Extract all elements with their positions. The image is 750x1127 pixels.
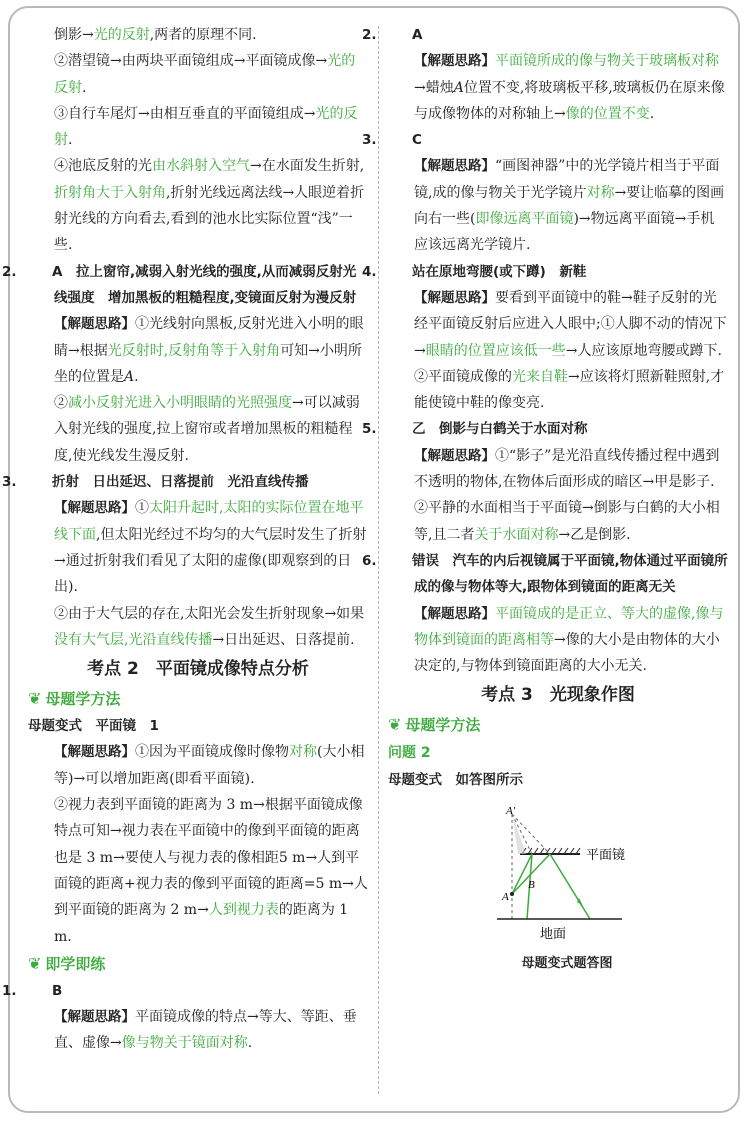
leaf-icon: ❦ xyxy=(28,689,42,709)
label-a: A xyxy=(502,890,509,903)
question-2-solution-1: 【解题思路】①光线射向黑板,反射光进入小明的眼睛→根据光反射时,反射角等于入射角可知→小明所坐的位置是A. xyxy=(54,316,364,385)
label-b: B xyxy=(528,878,535,891)
left-column xyxy=(2,22,368,1057)
question-3-solution-2: ②由于大气层的存在,太阳光会发生折射现象→如果没有大气层,光沿直线传播→日出延迟、日落提前. xyxy=(54,605,365,648)
method-heading-2: ❦ 母题学方法 xyxy=(388,711,728,739)
mirror-diagram-svg xyxy=(482,804,652,944)
question-3-answer: 3. 折射 日出延迟、日落提前 光沿直线传播 xyxy=(2,474,309,491)
question-2-solution-2: ②减小反射光进入小明眼睛的光照强度→可以减弱入射光线的强度,拉上窗帘或者增加黑板的粗糙程度,使光线发生漫反射. xyxy=(54,395,360,464)
variant-answer-2: 母题变式 如答图所示 xyxy=(388,772,523,789)
practice-2-answer: 2. A xyxy=(362,27,423,43)
label-ground: 地面 xyxy=(540,926,567,942)
leaf-icon: ❦ xyxy=(28,953,42,973)
column-divider xyxy=(378,26,379,1094)
method-heading: ❦ 母题学方法 xyxy=(28,685,368,713)
variant-answer: 母题变式 平面镜 1 xyxy=(28,718,159,735)
practice-heading: ❦ 即学即练 xyxy=(28,950,368,978)
left-line-4: ④池底反射的光由水斜射入空气→在水面发生折射,折射角大于入射角,折射光线远离法线→人眼逆着折射光线的方向看去,看到的池水比实际位置“浅”一些. xyxy=(54,158,365,254)
section-3-title: 考点 3 光现象作图 xyxy=(481,685,635,706)
variant-solution-2: ②视力表到平面镜的距离为 3 m→根据平面镜成像特点可知→视力表在平面镜中的像到平面镜的距离也是 3 m→要使人与视力表的像相距5 m→人到平面镜的距离+视力表的像到平面镜的距离=5 m→人到平面镜的距离为 2 m→人到视力表的距离为 1 m. xyxy=(54,797,368,945)
practice-1-solution: 【解题思路】平面镜成像的特点→等大、等距、垂直、虚像→像与物关于镜面对称. xyxy=(54,1009,357,1052)
question-2-answer: 2. A 拉上窗帘,减弱入射光线的强度,从而减弱反射光线强度 增加黑板的粗糙程度,变镜面反射为漫反射 xyxy=(2,263,357,306)
practice-5-solution-1: 【解题思路】①“影子”是光沿直线传播过程中遇到不透明的物体,在物体后面形成的暗区→甲是影子. xyxy=(414,447,720,491)
figure-caption: 母题变式题答图 xyxy=(521,956,613,972)
practice-5-solution-2: ②平静的水面相当于平面镜→倒影与白鹤的大小相等,且二者关于水面对称→乙是倒影. xyxy=(414,500,720,543)
mirror-diagram xyxy=(482,804,652,972)
practice-5-answer: 5. 乙 倒影与白鹤关于水面对称 xyxy=(362,421,588,438)
practice-3-solution: 【解题思路】“画图神器”中的光学镜片相当于平面镜,成的像与物关于光学镜片对称→要让临摹的图画向右一些(即像远离平面镜)→物远离平面镜→手机应该远离光学镜片. xyxy=(414,158,725,254)
label-a-prime: A′ xyxy=(506,804,516,817)
left-line-3: ③自行车尾灯→由相互垂直的平面镜组成→光的反射. xyxy=(54,105,358,149)
practice-4-solution-2: ②平面镜成像的光来自鞋→应该将灯照新鞋照射,才能使镜中鞋的像变亮. xyxy=(414,368,725,412)
right-column xyxy=(362,22,728,972)
practice-4-answer: 4. 站在原地弯腰(或下蹲) 新鞋 xyxy=(362,263,587,280)
practice-4-solution-1: 【解题思路】要看到平面镜中的鞋→鞋子反射的光经平面镜反射后应进入人眼中;①人脚不动的情况下→眼睛的位置应该低一些→人应该原地弯腰或蹲下. xyxy=(414,289,727,359)
section-2-title: 考点 2 平面镜成像特点分析 xyxy=(87,659,309,680)
question-3-solution-1: 【解题思路】①太阳升起时,太阳的实际位置在地平线下面,但太阳光经过不均匀的大气层时发生了折射→通过折射我们看见了太阳的虚像(即观察到的日出). xyxy=(54,500,367,596)
leaf-icon: ❦ xyxy=(388,715,402,735)
label-mirror: 平面镜 xyxy=(586,847,626,863)
practice-1-answer: 1. B xyxy=(2,982,63,999)
ray-reflected-2 xyxy=(550,854,590,919)
point-a xyxy=(510,892,514,896)
practice-6-answer: 6. 错误 汽车的内后视镜属于平面镜,物体通过平面镜所成的像与物体等大,跟物体到镜面的距离无关 xyxy=(362,552,728,596)
practice-3-answer: 3. C xyxy=(362,132,422,149)
left-line-2: ②潜望镜→由两块平面镜组成→平面镜成像→光的反射. xyxy=(54,53,356,96)
virtual-cone xyxy=(512,814,526,854)
left-line-1: 倒影→光的反射,两者的原理不同. xyxy=(54,27,257,43)
problem-label: 问题 2 xyxy=(388,745,431,762)
practice-2-solution: 【解题思路】平面镜所成的像与物关于玻璃板对称→蜡烛A位置不变,将玻璃板平移,玻璃板仍在原来像与成像物体的对称轴上→像的位置不变. xyxy=(414,53,725,122)
variant-solution-1: 【解题思路】①因为平面镜成像时像物对称(大小相等)→可以增加距离(即看平面镜). xyxy=(54,744,365,787)
practice-6-solution: 【解题思路】平面镜成的是正立、等大的虚像,像与物体到镜面的距离相等→像的大小是由物体的大小决定的,与物体到镜面距离的大小无关. xyxy=(414,605,724,675)
